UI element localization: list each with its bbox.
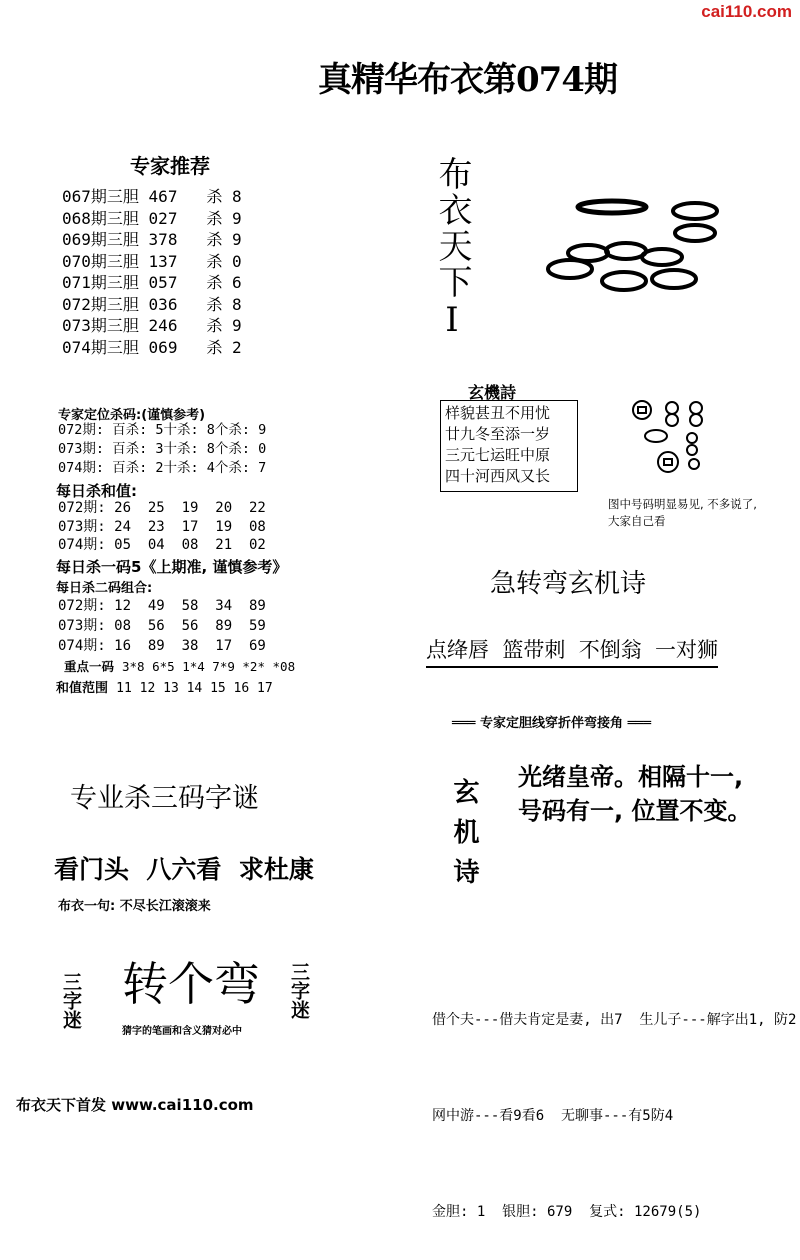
- buyi-tianxia-title: 布衣天下Ⅰ: [432, 156, 472, 342]
- hints-block: [432, 940, 796, 1260]
- table-row: [62, 251, 242, 273]
- three-riddle-right-label: 三字迷: [288, 962, 310, 1019]
- digits-cell: 378: [148, 230, 178, 249]
- expert-dan-text: 专家定胆线穿折伴弯接角: [480, 716, 624, 731]
- kill-cell: 杀 2: [206, 337, 242, 357]
- xuanji-poem-heading: 玄機詩: [468, 383, 517, 402]
- xuanji-shi-label: 玄机诗: [449, 778, 479, 898]
- period-cell: 070期三胆: [62, 251, 139, 271]
- period-cell: 069期三胆: [62, 230, 139, 249]
- list-item: 074期: 16 89 38 17 69: [58, 638, 266, 654]
- digits-cell: 027: [148, 208, 178, 228]
- digits-cell: 069: [148, 337, 178, 357]
- kill-cell: 杀 9: [206, 208, 242, 228]
- three-riddle-note: 猜字的笔画和含义猜对必中: [122, 1026, 242, 1037]
- digits-cell: 137: [148, 251, 178, 271]
- table-row: [62, 186, 242, 208]
- table-row: [62, 294, 242, 316]
- page-title: 真精华布衣第074期: [318, 60, 617, 100]
- pro-riddle-phrase: 看门头 八六看 求杜康: [54, 855, 314, 884]
- poem-line: 三元七运旺中原: [445, 446, 551, 464]
- three-riddle-main: 转个弯: [122, 957, 260, 1011]
- hint-line: 网中游---看9看6 无聊事---有5防4: [432, 1108, 674, 1124]
- period-cell: 067期三胆: [62, 187, 139, 206]
- list-item: 072期: 12 49 58 34 89: [58, 598, 266, 614]
- list-item: 073期: 24 23 17 19 08: [58, 518, 266, 535]
- expert-recommend-table: [62, 186, 242, 358]
- expert-recommend-heading: 专家推荐: [130, 154, 210, 178]
- pro-riddle-sentence: 布衣一句: 不尽长江滚滚来: [58, 899, 211, 914]
- period-cell: 073期三胆: [62, 316, 139, 335]
- digits-cell: 246: [148, 316, 178, 335]
- key-code-value: 3*8 6*5 1*4 7*9 *2* *08: [122, 659, 296, 674]
- daily-kill-one: 每日杀一码5《上期准, 谨慎参考》: [56, 558, 288, 576]
- sum-range-line: [56, 677, 273, 696]
- sum-range-label: 和值范围: [56, 681, 109, 696]
- key-code-label: 重点一码: [64, 659, 115, 674]
- divider-right: ═══: [627, 716, 652, 731]
- table-row: [62, 208, 242, 230]
- poem-line: 四十河西风又长: [445, 467, 551, 485]
- daily-two-list: [58, 596, 266, 656]
- list-item: 073期: 百杀: 3十杀: 8个杀: 0: [58, 441, 267, 457]
- footer-text: 布衣天下首发 www.cai110.com: [16, 1096, 254, 1114]
- kill-cell: 杀 0: [206, 251, 242, 271]
- table-row: [62, 315, 242, 337]
- table-row: [62, 337, 242, 359]
- list-item: 074期: 百杀: 2十杀: 4个杀: 7: [58, 460, 267, 476]
- list-item: 073期: 08 56 56 89 59: [58, 618, 266, 634]
- position-kill-list: [58, 421, 266, 478]
- daily-sum-heading: 每日杀和值:: [56, 482, 137, 500]
- period-cell: 068期三胆: [62, 208, 139, 228]
- kill-cell: 杀 8: [206, 187, 242, 206]
- xuanji-shi-text: [518, 760, 751, 828]
- hint-line: 借个夫---借夫肯定是妻, 出7 生儿子---解字出1, 防2: [432, 1012, 797, 1028]
- pro-riddle-heading: 专业杀三码字谜: [70, 783, 259, 814]
- site-logo[interactable]: cai110.com: [701, 2, 792, 21]
- table-row: [62, 272, 242, 294]
- image-note: 图中号码明显易见, 不多说了, 大家自己看: [608, 497, 757, 528]
- list-item: 074期: 05 04 08 21 02: [58, 537, 266, 553]
- digits-cell: 467: [148, 187, 178, 206]
- kill-cell: 杀 9: [206, 230, 242, 249]
- kill-cell: 杀 6: [206, 273, 242, 292]
- digits-cell: 057: [148, 273, 178, 292]
- table-row: [62, 229, 242, 251]
- expert-dan-line: [452, 712, 651, 731]
- digits-cell: 036: [148, 294, 178, 314]
- jizhuanwan-items: 点绛唇 篮带刺 不倒翁 一对狮: [426, 634, 718, 668]
- period-cell: 072期三胆: [62, 294, 139, 314]
- xuanji-poem-box: [440, 400, 578, 492]
- jizhuanwan-heading: 急转弯玄机诗: [490, 569, 647, 599]
- hint-line: 金胆: 1 银胆: 679 复式: 12679(5): [432, 1204, 702, 1220]
- period-cell: 071期三胆: [62, 273, 139, 292]
- list-item: 072期: 百杀: 5十杀: 8个杀: 9: [58, 422, 267, 438]
- poem-line: 廿九冬至添一岁: [445, 425, 551, 443]
- poem-line: 样貌甚丑不用忧: [445, 404, 551, 422]
- daily-sum-list: [58, 499, 266, 555]
- coins-chain-icon: [626, 392, 706, 484]
- daily-two-heading: 每日杀二码组合:: [56, 581, 153, 596]
- xuanji-shi-line: 号码有一, 位置不变。: [518, 797, 752, 825]
- rings-figure-icon: [540, 185, 740, 300]
- position-kill-heading: 专家定位杀码:(谨慎参考): [58, 408, 206, 423]
- kill-cell: 杀 9: [206, 316, 242, 335]
- three-riddle-left-label: 三字迷: [60, 972, 82, 1029]
- kill-cell: 杀 8: [206, 294, 242, 314]
- xuanji-shi-line: 光绪皇帝。相隔十一,: [518, 763, 744, 791]
- sum-range-value: 11 12 13 14 15 16 17: [116, 681, 273, 696]
- key-code-line: [64, 657, 295, 675]
- list-item: 072期: 26 25 19 20 22: [58, 500, 266, 516]
- divider-left: ═══: [452, 716, 476, 731]
- period-cell: 074期三胆: [62, 337, 139, 357]
